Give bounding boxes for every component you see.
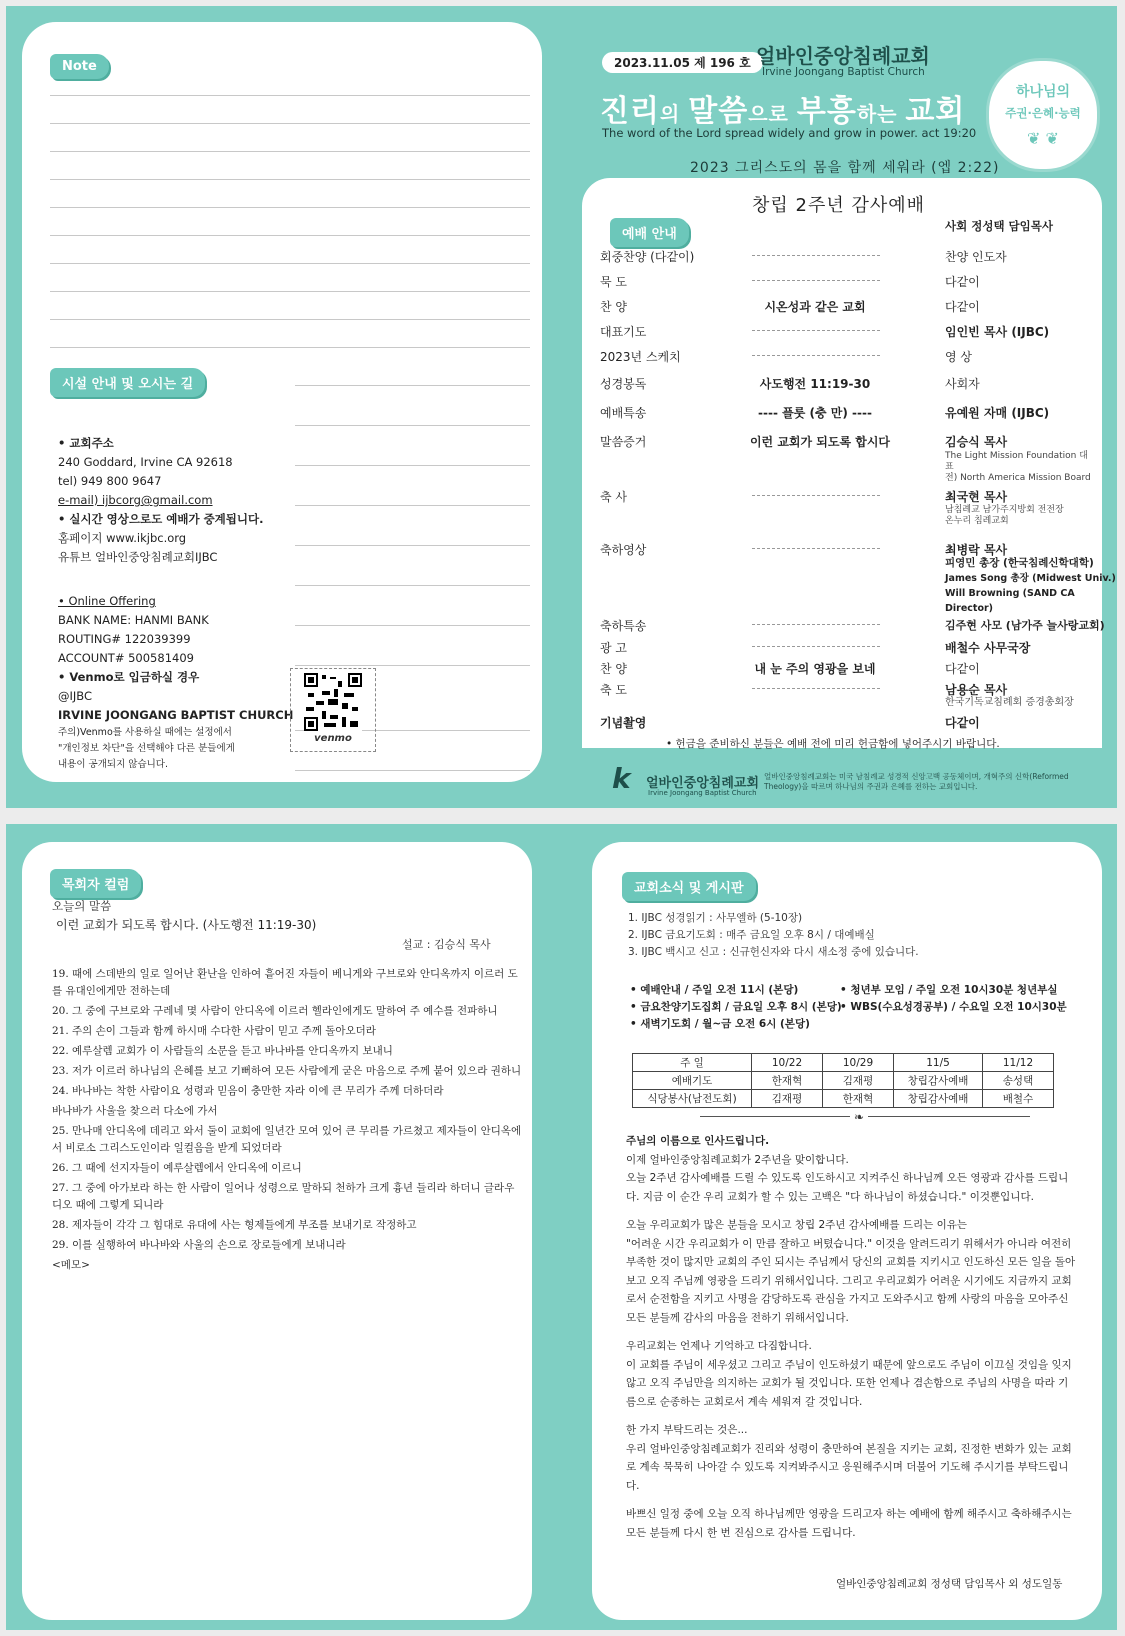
verse: 23. 저가 이르러 하나님의 은혜를 보고 기뻐하여 모든 사람에게 굳은 마음으로 주께 붙어 있으라 권하니 [52, 1065, 522, 1077]
table-cell: 창립감사예배 [894, 1072, 983, 1090]
letter-line: "어려운 시간 우리교회가 이 만큼 잘하고 버텼습니다." 이것을 알려드리기 위해서가 아니라 여전히 부족한 것이 많지만 교회의 주인 되시는 주님께서 당신의 교회를 지키시고 인도하신 모든 일을 돌아보고 오직 주님께 영광을 드리기 위해서입니다. 그리고 우리교회가 어려운 시기에도 지금까지 교회로서 순전함을 지키고 사명을 감당하도록 관심을 가지고 도와주시고 함께 사랑의 마음을 모아주신 모든 분들께 감사의 마음을 전하기 위해서입니다. [626, 1237, 1076, 1324]
footer-church-name: 얼바인중앙침례교회 [646, 776, 760, 791]
order-label: 광 고 [600, 641, 627, 655]
order-label: 2023년 스케치 [600, 350, 681, 364]
verse: 21. 주의 손이 그들과 함께 하시매 수다한 사람이 믿고 주께 돌아오더라 [52, 1025, 376, 1037]
church-motto [600, 86, 965, 130]
duty-roster-table [632, 1053, 1054, 1108]
video-guests [945, 556, 1125, 616]
homepage[interactable]: 홈페이지 www.ikjbc.org [58, 531, 187, 545]
news-item: 2. IJBC 금요기도회 : 매주 금요일 오후 8시 / 대예배실 [628, 929, 875, 941]
order-leader: 사회자 [945, 377, 980, 391]
leaf-icon: ❦ ❦ [1027, 129, 1059, 148]
order-leader: 최국현 목사 [945, 490, 1008, 504]
order-leader: 영 상 [945, 350, 972, 364]
footer-church-en: Irvine Joongang Baptist Church [648, 789, 757, 797]
order-label: 기념촬영 [600, 716, 647, 730]
schedule-item: • 새벽기도회 / 월~금 오전 6시 (본당) [630, 1018, 810, 1030]
letter-paragraph [626, 1216, 1076, 1327]
table-cell: 10/29 [823, 1054, 894, 1072]
verse: 28. 제자들이 각각 그 힘대로 유대에 사는 형제들에게 부조를 보내기로 작정하고 [52, 1219, 417, 1231]
table-cell: 11/5 [894, 1054, 983, 1072]
venmo-logo: venmo [314, 733, 352, 744]
motto-particle-1: 의 [659, 102, 689, 126]
order-label: 축 도 [600, 683, 627, 697]
address-heading: • 교회주소 [58, 436, 114, 450]
pastor-column-label: 목회자 컬럼 [50, 869, 141, 898]
order-content: 사도행전 11:19-30 [759, 377, 871, 391]
sovereignty-badge [986, 58, 1100, 172]
order-leader: 찬양 인도자 [945, 250, 1007, 264]
year-theme: 2023 그리스도의 몸을 함께 세워라 (엡 2:22) [690, 160, 1000, 176]
table-cell: 창립감사예배 [894, 1090, 983, 1108]
meeting-schedule-left [630, 982, 842, 1033]
motto-word-2: 말씀 [688, 94, 749, 129]
order-leader: 남용순 목사 [945, 683, 1008, 697]
presider: 사회 정성택 담임목사 [945, 219, 1053, 233]
schedule-item: • 예배안내 / 주일 오전 11시 (본당) [630, 984, 799, 996]
church-logo-icon: k [612, 762, 631, 795]
badge-line-2: 주권·은혜·능력 [1005, 106, 1081, 120]
blessing-affiliation: 남침례교 남가주지방회 전전장 온누리 침례교회 [945, 505, 1064, 526]
routing-number: ROUTING# 122039399 [58, 632, 191, 646]
order-leader: 배철수 사무국장 [945, 641, 1031, 655]
offering-note: • 헌금을 준비하신 분들은 예배 전에 미리 헌금함에 넣어주시기 바랍니다. [666, 738, 1000, 750]
verse: 27. 그 중에 아가보라 하는 한 사람이 일어나 성령으로 말하되 천하가 크게 흉년 들리라 하더니 글라우디오 때에 그렇게 되니라 [52, 1182, 515, 1211]
table-cell: 11/12 [983, 1054, 1054, 1072]
letter-line: 주님의 이름으로 인사드립니다. [626, 1135, 770, 1147]
letter-paragraph [626, 1505, 1076, 1542]
letter-paragraph [626, 1421, 1076, 1495]
letter-line: 오늘 우리교회가 많은 분들을 모시고 창립 2주년 감사예배를 드리는 이유는 [626, 1219, 968, 1231]
venmo-handle: @IJBC [58, 689, 93, 703]
note-label: Note [50, 54, 109, 79]
verse: 24. 바나바는 착한 사람이요 성령과 믿음이 충만한 자라 이에 큰 무리가 주께 더하더라 [52, 1085, 444, 1097]
offering-block [58, 592, 298, 773]
order-leader: 다같이 [945, 275, 980, 289]
account-number: ACCOUNT# 500581409 [58, 651, 194, 665]
venmo-note-3: 내용이 공개되지 않습니다. [58, 759, 169, 770]
address-block [58, 434, 298, 567]
order-leader: 다같이 [945, 662, 980, 676]
sermon-title: 이런 교회가 되도록 합시다. (사도행전 11:19-30) [56, 918, 317, 932]
footer-description: 얼바인중앙침례교회는 미국 남침례교 성경적 신앙고백 공동체이며, 개혁주의 신학(Reformed Theology)을 따르며 하나님의 주권과 은혜를 전하는 교회입니다. [764, 772, 1069, 791]
worship-guide-label: 예배 안내 [610, 218, 689, 247]
order-content: 내 눈 주의 영광을 보네 [754, 662, 876, 676]
order-label: 예배특송 [600, 406, 647, 420]
letter-line: 오늘 2주년 감사예배를 드릴 수 있도록 인도하시고 지켜주신 하나님께 오든 영광과 감사를 드립니다. 지금 이 순간 우리 교회가 할 수 있는 고백은 "다 하나님이 하셨습니다." 이것뿐입니다. [626, 1172, 1069, 1203]
address-street: 240 Goddard, Irvine CA 92618 [58, 455, 233, 469]
table-cell: 한재혁 [823, 1090, 894, 1108]
order-leader: 다같이 [945, 300, 980, 314]
service-title: 창립 2주년 감사예배 [752, 195, 925, 216]
venmo-note-2: "개인정보 차단"을 선택해야 다른 분들에게 [58, 743, 235, 754]
table-cell: 송성택 [983, 1072, 1054, 1090]
speaker-affiliation: The Light Mission Foundation 대표 전) North America Mission Board [945, 451, 1091, 483]
news-item: 1. IJBC 성경읽기 : 사무엘하 (5-10장) [628, 912, 803, 924]
motto-word-1: 진리 [600, 94, 660, 129]
video-guest: Will Browning (SAND CA Director) [945, 588, 1075, 614]
benediction-affiliation: 한국기독교침례회 증경총회장 [945, 697, 1074, 708]
motto-particle-2: 으로 [748, 102, 797, 126]
verse: 29. 이를 실행하여 바나바와 사울의 손으로 장로들에게 보내니라 [52, 1239, 346, 1251]
verse: 19. 때에 스데반의 일로 일어난 환난을 인하여 흩어진 자들이 베니게와 구브로와 안디옥까지 이르러 도를 유대인에게만 전하는데 [52, 968, 518, 997]
video-guest: 피영민 총장 (한국침례신학대학) [945, 557, 1094, 569]
order-label: 성경봉독 [600, 377, 647, 391]
order-label: 대표기도 [600, 325, 647, 339]
letter-paragraph [626, 1337, 1076, 1411]
letter-line: 바쁘신 일정 중에 오늘 오직 하나님께만 영광을 드리고자 하는 예배에 함께 해주시고 축하해주시는 모든 분들께 다시 한 번 진심으로 감사를 드립니다. [626, 1508, 1072, 1539]
greeting-letter [626, 1132, 1076, 1552]
ornamental-divider: ❧ [700, 1110, 1030, 1124]
live-stream-note: • 실시간 영상으로도 예배가 중계됩니다. [58, 512, 264, 526]
order-leader: 김주현 사모 (남가주 늘사랑교회) [945, 619, 1105, 632]
order-label: 찬 양 [600, 662, 627, 676]
order-label: 축하특송 [600, 619, 647, 633]
verse: 22. 예루살렘 교회가 이 사람들의 소문을 듣고 바나바를 안디옥까지 보내니 [52, 1045, 393, 1057]
facility-label: 시설 안내 및 오시는 길 [50, 368, 205, 397]
table-row [633, 1072, 1054, 1090]
order-leader: 다같이 [945, 716, 980, 730]
verse: 바나바가 사울을 찾으러 다소에 가서 [52, 1105, 218, 1117]
letter-line: 한 가지 부탁드리는 것은... [626, 1424, 748, 1436]
news-label: 교회소식 및 게시판 [622, 872, 756, 901]
church-name-ko: 얼바인중앙침례교회 [756, 44, 930, 68]
table-cell: 예배기도 [633, 1072, 752, 1090]
letter-line: 이 교회를 주님이 세우셨고 그리고 주님이 인도하셨기 때문에 앞으로도 주님이 이끄실 것임을 잊지 않고 오직 주님만을 의지하는 교회가 될 것입니다. 또한 언제나 겸손함으로 주님의 사명을 따라 기름으로 순종하는 교회로서 계속 세워져 갈 것입니다. [626, 1358, 1072, 1408]
order-label: 회중찬양 (다같이) [600, 250, 695, 264]
email[interactable]: e-mail) ijbcorg@gmail.com [58, 493, 213, 507]
preacher: 설교 : 김승식 목사 [402, 938, 491, 951]
order-leader: 최병락 목사 [945, 543, 1008, 557]
letter-line: 우리 얼바인중앙침례교회가 진리와 성령이 충만하여 본질을 지키는 교회, 진정한 변화가 있는 교회로 계속 묵묵히 나아갈 수 있도록 지켜봐주시고 응원해주시며 더불어 기도해 주시기를 부탁드립니다. [626, 1442, 1072, 1492]
letter-line: 우리교회는 언제나 기억하고 다짐합니다. [626, 1340, 812, 1352]
issue-date: 2023.11.05 제 196 호 [602, 52, 763, 73]
verse: 26. 그 때에 선지자들이 예루살렘에서 안디옥에 이르니 [52, 1162, 302, 1174]
schedule-item: • 청년부 모임 / 주일 오전 10시30분 청년부실 [840, 984, 1058, 996]
news-list [628, 910, 919, 961]
bank-name: BANK NAME: HANMI BANK [58, 613, 209, 627]
order-label: 축 사 [600, 490, 627, 504]
order-content: 시온성과 같은 교회 [764, 300, 866, 314]
table-cell: 김재평 [752, 1090, 823, 1108]
letter-signature: 얼바인중앙침례교회 정성택 담임목사 외 성도일동 [836, 1578, 1063, 1590]
order-leader: 임인빈 목사 (IJBC) [945, 325, 1050, 339]
church-name-en: Irvine Joongang Baptist Church [762, 66, 925, 78]
online-offering-heading: • Online Offering [58, 594, 156, 608]
verse: 25. 만나매 안디옥에 데리고 와서 둘이 교회에 일년간 모여 있어 큰 무리를 가르쳤고 제자들이 안디옥에서 비로소 그리스도인이라 일컬음을 받게 되었더라 [52, 1125, 522, 1154]
order-leader: 김승식 목사 [945, 435, 1008, 449]
news-item: 3. IJBC 백시고 신고 : 신규헌신자와 다시 새소정 중에 있습니다. [628, 946, 919, 958]
schedule-item: • WBS(수요성경공부) / 수요일 오전 10시30분 [840, 1001, 1067, 1013]
order-label: 찬 양 [600, 300, 627, 314]
venmo-name: IRVINE JOONGANG BAPTIST CHURCH [58, 708, 294, 722]
venmo-qr-box[interactable] [290, 668, 376, 752]
motto-en: The word of the Lord spread widely and grow in power. act 19:20 [602, 126, 977, 140]
table-row [633, 1054, 1054, 1072]
order-label: 축하영상 [600, 543, 647, 557]
venmo-note-1: 주의)Venmo를 사용하실 때에는 설정에서 [58, 727, 232, 738]
table-cell: 배철수 [983, 1090, 1054, 1108]
video-guest: James Song 총장 (Midwest Univ.) [945, 573, 1116, 584]
order-label: 말씀증거 [600, 435, 647, 449]
youtube[interactable]: 유튜브 얼바인중앙침례교회IJBC [58, 550, 218, 564]
phone: tel) 949 800 9647 [58, 474, 162, 488]
scripture-passage [52, 966, 522, 1277]
motto-word-4: 교회 [905, 94, 966, 129]
table-cell: 한재혁 [752, 1072, 823, 1090]
venmo-heading: • Venmo로 입금하실 경우 [58, 670, 200, 684]
table-cell: 식당봉사(남전도회) [633, 1090, 752, 1108]
table-cell: 주 일 [633, 1054, 752, 1072]
meeting-schedule-right [840, 982, 1067, 1016]
table-row [633, 1090, 1054, 1108]
order-content: ---- 플룻 (충 만) ---- [758, 406, 872, 420]
table-cell: 10/22 [752, 1054, 823, 1072]
badge-line-1: 하나님의 [1015, 84, 1071, 100]
table-cell: 김재평 [823, 1072, 894, 1090]
verse: 20. 그 중에 구브로와 구레네 몇 사람이 안디옥에 이르러 헬라인에게도 말하여 주 예수를 전파하니 [52, 1005, 498, 1017]
qr-code-icon [304, 673, 362, 731]
motto-particle-3: 하는 [856, 102, 906, 126]
letter-line: 이제 얼바인중앙침례교회가 2주년을 맞이합니다. [626, 1153, 849, 1166]
letter-paragraph [626, 1132, 1076, 1206]
order-content: 이런 교회가 되도록 합시다 [749, 435, 891, 449]
memo-label: <메모> [52, 1259, 90, 1271]
order-label: 묵 도 [600, 275, 627, 289]
todays-word-label: 오늘의 말씀 [52, 899, 112, 913]
order-leader: 유예원 자매 (IJBC) [945, 406, 1050, 420]
motto-word-3: 부흥 [796, 94, 857, 129]
schedule-item: • 금요찬양기도집회 / 금요일 오후 8시 (본당) [630, 1001, 842, 1013]
